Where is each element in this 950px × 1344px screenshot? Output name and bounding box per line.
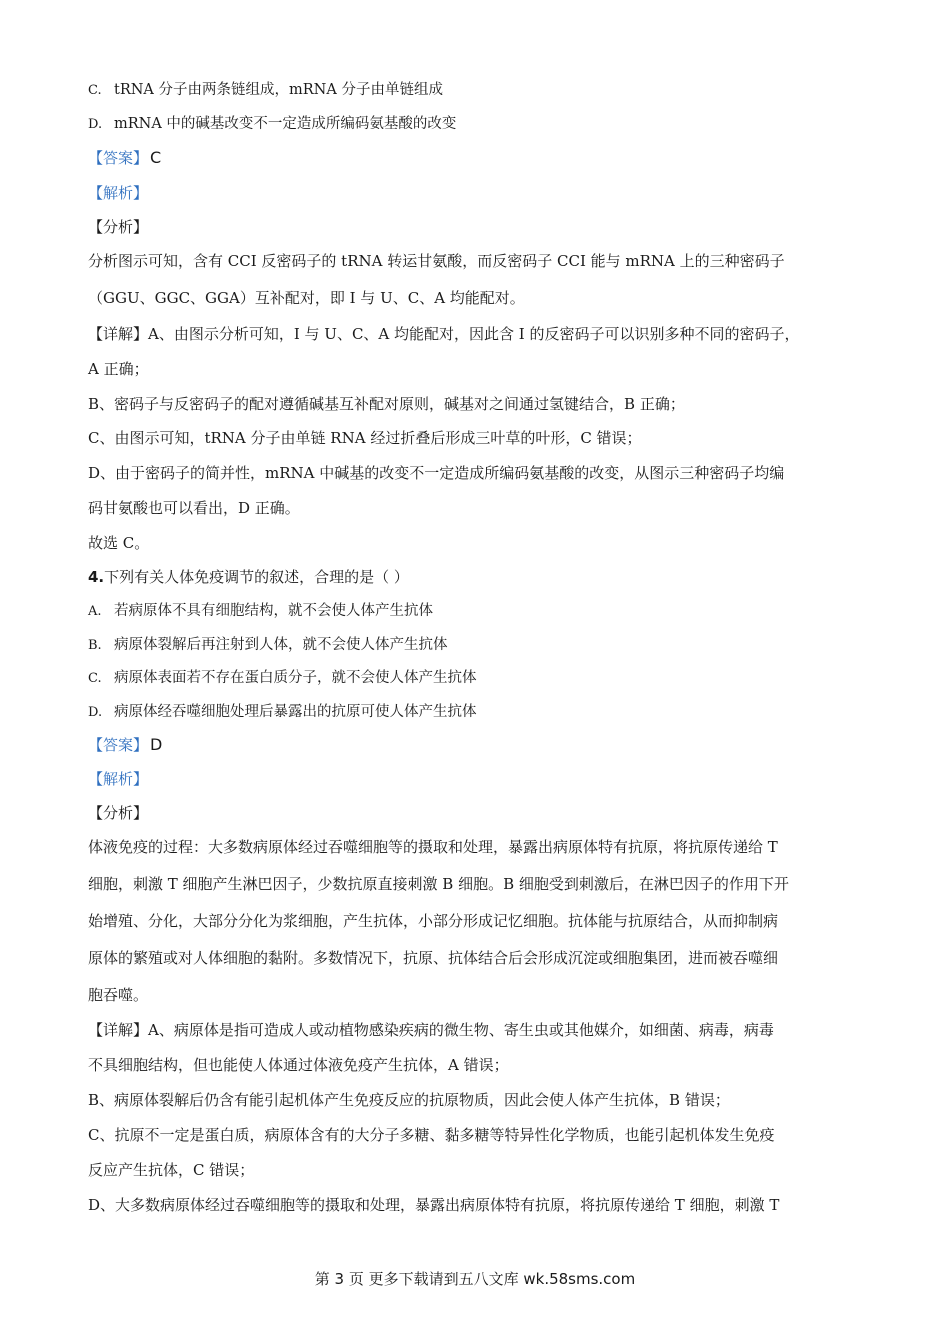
q3-xiangjie-line: 码甘氨酸也可以看出，D 正确。	[88, 499, 300, 517]
q4-xiangjie-line: 不具细胞结构，但也能使人体通过体液免疫产生抗体，A 错误；	[88, 1056, 509, 1074]
xiangjie-text: A、由图示分析可知，I 与 U、C、A 均能配对，因此含 I 的反密码子可以识别多种不同的密码子，	[148, 325, 800, 343]
option-text: tRNA 分子由两条链组成，mRNA 分子由单链组成	[114, 82, 443, 98]
option-text: 病原体表面若不存在蛋白质分子，就不会使人体产生抗体	[114, 670, 477, 686]
q3-option-d	[88, 114, 880, 135]
q4-xiangjie-line: C、抗原不一定是蛋白质，病原体含有的大分子多糖、黏多糖等特异性化学物质，也能引起机体发生免疫	[88, 1126, 775, 1144]
option-letter: B.	[88, 638, 102, 653]
q3-xiangjie-line: D、由于密码子的简并性，mRNA 中碱基的改变不一定造成所编码氨基酸的改变，从图示三种密码子均编	[88, 464, 785, 482]
option-letter: A.	[88, 604, 102, 619]
option-text: 若病原体不具有细胞结构，就不会使人体产生抗体	[114, 603, 433, 619]
option-letter: C.	[88, 83, 102, 98]
question-number: 4.	[88, 568, 105, 586]
answer-tag: 【答案】	[88, 736, 149, 754]
q4-fenxi-line: 胞吞噬。	[88, 986, 149, 1004]
option-letter: D.	[88, 705, 103, 720]
answer-tag: 【答案】	[88, 149, 149, 167]
q3-xiangjie-line: A 正确；	[88, 360, 149, 378]
q4-analysis-tag: 【解析】	[88, 770, 149, 788]
xiangjie-tag: 【详解】	[88, 1021, 149, 1039]
q3-xiangjie-first	[88, 324, 880, 344]
answer-value: D	[150, 735, 163, 754]
answer-value: C	[150, 148, 162, 167]
option-text: mRNA 中的碱基改变不一定造成所编码氨基酸的改变	[114, 116, 457, 132]
q3-fenxi-line: （GGU、GGC、GGA）互补配对，即 I 与 U、C、A 均能配对。	[88, 289, 525, 307]
q3-option-c	[88, 80, 880, 101]
q4-xiangjie-first	[88, 1020, 880, 1040]
q4-xiangjie-line: 反应产生抗体，C 错误；	[88, 1161, 255, 1179]
option-text: 病原体经吞噬细胞处理后暴露出的抗原可使人体产生抗体	[114, 704, 477, 720]
q4-fenxi-tag: 【分析】	[88, 804, 149, 822]
xiangjie-tag: 【详解】	[88, 325, 149, 343]
q3-fenxi-tag: 【分析】	[88, 218, 149, 236]
q3-analysis-tag: 【解析】	[88, 184, 149, 202]
q4-option-a	[88, 601, 880, 622]
option-letter: C.	[88, 671, 102, 686]
q4-option-b	[88, 635, 880, 656]
q4-option-c	[88, 668, 880, 689]
q4-fenxi-line: 细胞，刺激 T 细胞产生淋巴因子，少数抗原直接刺激 B 细胞。B 细胞受到刺激后，在淋巴因子的作用下开	[88, 875, 789, 893]
q4-stem	[88, 567, 880, 587]
q4-option-d	[88, 702, 880, 723]
page-footer: 第 3 页 更多下载请到五八文库 wk.58sms.com	[314, 1270, 636, 1288]
question-text: 下列有关人体免疫调节的叙述，合理的是（ ）	[104, 568, 409, 586]
q3-conclusion: 故选 C。	[88, 534, 150, 552]
xiangjie-text: A、病原体是指可造成人或动植物感染疾病的微生物、寄生虫或其他媒介，如细菌、病毒，病毒	[148, 1021, 774, 1039]
q4-fenxi-line: 原体的繁殖或对人体细胞的黏附。多数情况下，抗原、抗体结合后会形成沉淀或细胞集团，进而被吞噬细	[88, 949, 779, 967]
q3-xiangjie-line: C、由图示可知，tRNA 分子由单链 RNA 经过折叠后形成三叶草的叶形，C 错误；	[88, 429, 642, 447]
q4-xiangjie-line: B、病原体裂解后仍含有能引起机体产生免疫反应的抗原物质，因此会使人体产生抗体，B 错误；	[88, 1091, 730, 1109]
option-text: 病原体裂解后再注射到人体，就不会使人体产生抗体	[114, 637, 448, 653]
q3-fenxi-line: 分析图示可知，含有 CCI 反密码子的 tRNA 转运甘氨酸，而反密码子 CCI 能与 mRNA 上的三种密码子	[88, 252, 785, 270]
q4-fenxi-line: 始增殖、分化，大部分分化为浆细胞，产生抗体，小部分形成记忆细胞。抗体能与抗原结合，从而抑制病	[88, 912, 779, 930]
option-letter: D.	[88, 117, 103, 132]
q4-fenxi-line: 体液免疫的过程：大多数病原体经过吞噬细胞等的摄取和处理，暴露出病原体特有抗原，将抗原传递给 T	[88, 838, 778, 856]
q3-answer	[88, 148, 880, 168]
q4-xiangjie-line: D、大多数病原体经过吞噬细胞等的摄取和处理，暴露出病原体特有抗原，将抗原传递给 T 细胞，刺激 T	[88, 1196, 780, 1214]
q3-xiangjie-line: B、密码子与反密码子的配对遵循碱基互补配对原则，碱基对之间通过氢键结合，B 正确；	[88, 395, 685, 413]
q4-answer	[88, 735, 880, 755]
